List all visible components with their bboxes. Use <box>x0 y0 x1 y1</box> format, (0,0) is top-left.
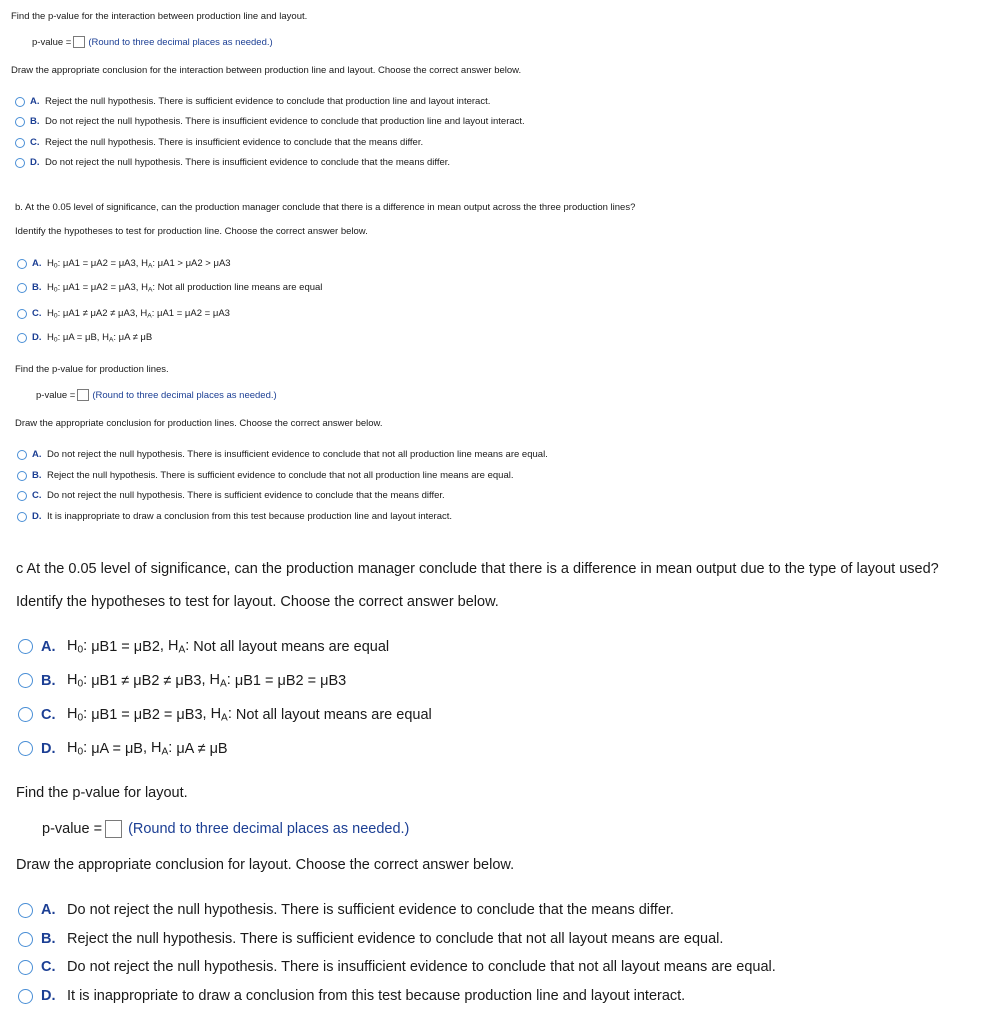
production-line-question: b. At the 0.05 level of significance, can the production manager conclude that there is a difference in mean output across the three production lines? <box>15 202 636 213</box>
interaction-pvalue-prompt: Find the p-value for the interaction between production line and layout. <box>11 11 308 22</box>
alt-hypothesis-label: , $H_A$: <box>142 740 177 758</box>
null-hypothesis-label: $H_0$: <box>67 706 92 724</box>
alt-hypothesis: μA1 = μA2 = μA3 <box>157 308 230 320</box>
layout-conclusion-option-a[interactable] <box>18 902 674 918</box>
radio-button[interactable] <box>17 333 27 343</box>
radio-button[interactable] <box>18 960 33 975</box>
radio-button[interactable] <box>15 158 25 168</box>
alt-hypothesis-label: , $H_A$: <box>96 332 119 344</box>
null-hypothesis: μA = μB <box>62 332 97 344</box>
interaction-option-c[interactable] <box>15 137 423 148</box>
radio-button[interactable] <box>17 450 27 460</box>
alt-hypothesis-label: , $H_A$: <box>135 258 158 270</box>
alt-hypothesis: μA1 > μA2 > μA3 <box>157 258 231 270</box>
option-letter: A. <box>32 258 42 270</box>
option-letter: A. <box>30 96 40 107</box>
option-letter: B. <box>41 672 56 689</box>
option-letter: B. <box>32 282 42 294</box>
alt-hypothesis-label: , $H_A$: <box>201 672 235 690</box>
pvalue-label: p-value = <box>42 821 103 837</box>
option-text: It is inappropriate to draw a conclusion from this test because production line and layout interact. <box>47 511 453 522</box>
option-letter: C. <box>32 308 42 320</box>
interaction-option-d[interactable] <box>15 157 450 168</box>
radio-button[interactable] <box>18 989 33 1004</box>
production-line-hypotheses-prompt: Identify the hypotheses to test for production line. Choose the correct answer below. <box>15 226 368 237</box>
layout-hypothesis-a[interactable] <box>18 638 389 656</box>
pvalue-label: p-value = <box>36 389 76 401</box>
interaction-option-b[interactable] <box>15 116 525 127</box>
option-letter: A. <box>32 449 42 460</box>
production-conclusion-prompt: Draw the appropriate conclusion for production lines. Choose the correct answer below. <box>15 418 383 429</box>
pvalue-label: p-value = <box>32 36 72 48</box>
option-letter: C. <box>32 490 42 501</box>
layout-hypothesis-d[interactable] <box>18 740 228 758</box>
radio-button[interactable] <box>15 138 25 148</box>
alt-hypothesis-label: , $H_A$: <box>135 282 158 294</box>
radio-button[interactable] <box>18 707 33 722</box>
option-text: Do not reject the null hypothesis. There is insufficient evidence to conclude that the means differ. <box>45 157 451 168</box>
radio-button[interactable] <box>17 259 27 269</box>
radio-button[interactable] <box>18 673 33 688</box>
null-hypothesis-label: $H_0$: <box>67 740 92 758</box>
production-pvalue-prompt: Find the p-value for production lines. <box>15 364 169 375</box>
option-letter: C. <box>41 706 56 723</box>
layout-pvalue-row <box>42 820 409 838</box>
option-letter: B. <box>41 931 56 947</box>
radio-button[interactable] <box>15 117 25 127</box>
radio-button[interactable] <box>18 932 33 947</box>
layout-question: c At the 0.05 level of significance, can the production manager conclude that there is a difference in mean output due to the type of layout used? <box>16 561 939 577</box>
null-hypothesis: μA1 ≠ μA2 ≠ μA3 <box>62 308 136 320</box>
production-pvalue-input[interactable] <box>77 389 89 401</box>
alt-hypothesis: μB1 = μB2 = μB3 <box>234 672 347 689</box>
option-letter: D. <box>30 157 40 168</box>
interaction-pvalue-input[interactable] <box>73 36 85 48</box>
null-hypothesis-label: $H_0$: <box>47 308 63 320</box>
option-letter: A. <box>41 902 56 918</box>
option-text: Do not reject the null hypothesis. There is sufficient evidence to conclude that the means differ. <box>47 490 445 501</box>
production-hypothesis-d[interactable] <box>17 332 152 344</box>
layout-pvalue-input[interactable] <box>105 820 122 838</box>
radio-button[interactable] <box>17 471 27 481</box>
null-hypothesis-label: $H_0$: <box>67 672 92 690</box>
production-conclusion-option-d[interactable] <box>17 511 452 522</box>
option-text: Reject the null hypothesis. There is sufficient evidence to conclude that not all production line means are equal. <box>47 470 514 481</box>
alt-hypothesis-label: , $H_A$: <box>202 706 236 724</box>
option-letter: C. <box>41 959 56 975</box>
null-hypothesis-label: $H_0$: <box>47 258 63 270</box>
alt-hypothesis: μA ≠ μB <box>176 740 228 757</box>
interaction-option-a[interactable] <box>15 96 490 107</box>
layout-conclusion-option-c[interactable] <box>18 959 776 975</box>
radio-button[interactable] <box>18 741 33 756</box>
radio-button[interactable] <box>17 491 27 501</box>
radio-button[interactable] <box>17 309 27 319</box>
layout-pvalue-prompt: Find the p-value for layout. <box>16 785 188 801</box>
option-text: Reject the null hypothesis. There is sufficient evidence to conclude that not all layout means are equal. <box>67 931 724 947</box>
option-letter: D. <box>32 332 42 344</box>
null-hypothesis: μB1 ≠ μB2 ≠ μB3 <box>91 672 202 689</box>
option-letter: B. <box>32 470 42 481</box>
production-pvalue-row <box>36 389 277 401</box>
option-text: Reject the null hypothesis. There is sufficient evidence to conclude that production line and layout interact. <box>45 96 491 107</box>
production-conclusion-option-c[interactable] <box>17 490 445 501</box>
layout-hypothesis-b[interactable] <box>18 672 346 690</box>
option-text: Do not reject the null hypothesis. There is insufficient evidence to conclude that production line and layout interact. <box>45 116 525 127</box>
layout-hypotheses-prompt: Identify the hypotheses to test for layout. Choose the correct answer below. <box>16 594 499 610</box>
option-letter: B. <box>30 116 40 127</box>
radio-button[interactable] <box>15 97 25 107</box>
alt-hypothesis: μA ≠ μB <box>118 332 153 344</box>
alt-hypothesis-label: , $H_A$: <box>159 638 194 656</box>
option-text: Do not reject the null hypothesis. There is insufficient evidence to conclude that not all layout means are equal. <box>67 959 776 975</box>
null-hypothesis: μB1 = μB2 <box>91 638 160 655</box>
production-hypothesis-c[interactable] <box>17 308 230 320</box>
layout-conclusion-option-d[interactable] <box>18 988 685 1004</box>
interaction-conclusion-prompt: Draw the appropriate conclusion for the interaction between production line and layout. Choose the correct answer below. <box>11 65 522 76</box>
rounding-hint: (Round to three decimal places as needed.) <box>128 821 410 837</box>
radio-button[interactable] <box>17 512 27 522</box>
alt-hypothesis-label: , $H_A$: <box>135 308 157 320</box>
option-text: Reject the null hypothesis. There is insufficient evidence to conclude that the means differ. <box>45 137 424 148</box>
layout-conclusion-option-b[interactable] <box>18 931 723 947</box>
option-letter: D. <box>32 511 42 522</box>
layout-conclusion-prompt: Draw the appropriate conclusion for layout. Choose the correct answer below. <box>16 857 515 873</box>
option-letter: A. <box>41 638 56 655</box>
null-hypothesis: μB1 = μB2 = μB3 <box>91 706 203 723</box>
null-hypothesis: μA1 = μA2 = μA3 <box>62 258 136 270</box>
production-hypothesis-a[interactable] <box>17 258 231 270</box>
production-conclusion-option-b[interactable] <box>17 470 514 481</box>
radio-button[interactable] <box>17 283 27 293</box>
null-hypothesis: μA = μB <box>91 740 143 757</box>
option-letter: D. <box>41 740 56 757</box>
layout-hypothesis-c[interactable] <box>18 706 432 724</box>
production-conclusion-option-a[interactable] <box>17 449 548 460</box>
option-letter: D. <box>41 988 56 1004</box>
null-hypothesis-label: $H_0$: <box>47 332 63 344</box>
alt-hypothesis: Not all layout means are equal <box>235 706 432 723</box>
option-text: It is inappropriate to draw a conclusion from this test because production line and layout interact. <box>67 988 686 1004</box>
rounding-hint: (Round to three decimal places as needed.) <box>88 36 273 48</box>
null-hypothesis: μA1 = μA2 = μA3 <box>62 282 136 294</box>
production-hypothesis-b[interactable] <box>17 282 322 294</box>
radio-button[interactable] <box>18 903 33 918</box>
option-letter: C. <box>30 137 40 148</box>
interaction-pvalue-row <box>32 36 273 48</box>
option-text: Do not reject the null hypothesis. There is sufficient evidence to conclude that the means differ. <box>67 902 674 918</box>
null-hypothesis-label: $H_0$: <box>47 282 63 294</box>
alt-hypothesis: Not all production line means are equal <box>157 282 323 294</box>
rounding-hint: (Round to three decimal places as needed.) <box>92 389 277 401</box>
alt-hypothesis: Not all layout means are equal <box>193 638 390 655</box>
null-hypothesis-label: $H_0$: <box>67 638 92 656</box>
option-text: Do not reject the null hypothesis. There is insufficient evidence to conclude that not all production line means are equal. <box>47 449 548 460</box>
radio-button[interactable] <box>18 639 33 654</box>
